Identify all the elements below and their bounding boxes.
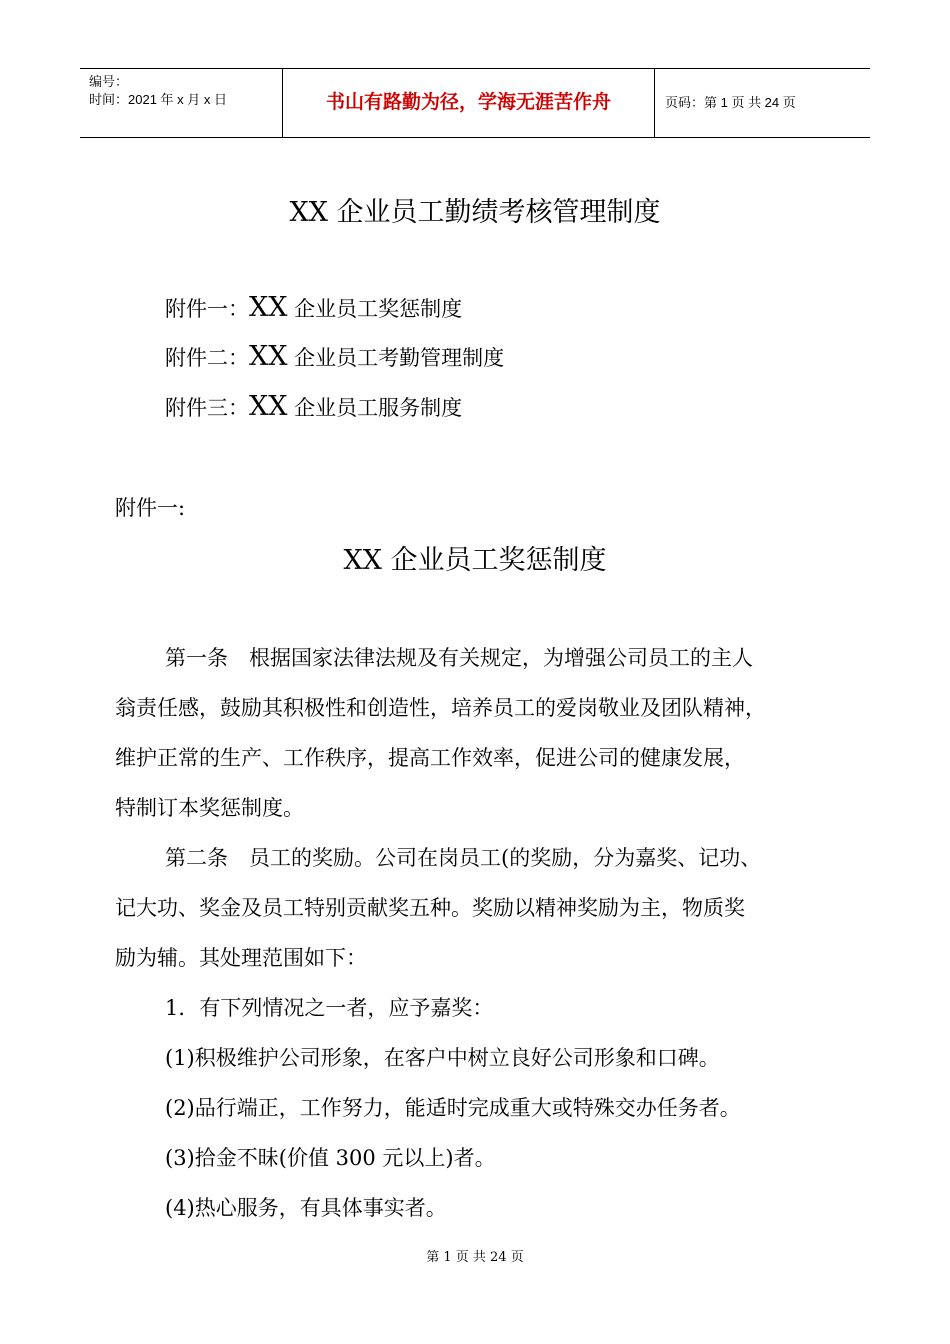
body-line: 翁责任感，鼓励其积极性和创造性，培养员工的爱岗敬业及团队精神，	[115, 696, 766, 720]
attachment-xx: XX	[249, 341, 288, 372]
attachment-item-1	[165, 292, 462, 323]
attachment-item-3	[165, 391, 462, 422]
body-line: 1．有下列情况之一者，应予嘉奖：	[165, 996, 494, 1020]
header-table	[80, 68, 870, 138]
header-meta-cell	[80, 69, 282, 137]
body-line: (2)品行端正，工作努力，能适时完成重大或特殊交办任务者。	[165, 1096, 741, 1120]
attachment-name: 企业员工服务制度	[287, 396, 463, 420]
body-line: (1)积极维护公司形象，在客户中树立良好公司形象和口碑。	[165, 1046, 720, 1070]
body-line: (4)热心服务，有具体事实者。	[165, 1196, 447, 1220]
attachment-prefix: 附件三：	[165, 396, 249, 420]
body-line: 维护正常的生产、工作秩序，提高工作效率，促进公司的健康发展，	[115, 746, 745, 770]
document-title: XX 企业员工勤绩考核管理制度	[289, 197, 661, 228]
body-line: 励为辅。其处理范围如下：	[115, 946, 367, 970]
body-line: (3)拾金不昧(价值 300 元以上)者。	[165, 1146, 496, 1170]
body-line: 记大功、奖金及员工特别贡献奖五种。奖励以精神奖励为主，物质奖	[115, 896, 745, 920]
time-label: 时间：2021 年 x 月 x 日	[89, 92, 227, 107]
attachment-xx: XX	[249, 292, 288, 323]
attachment-name: 企业员工考勤管理制度	[287, 346, 505, 370]
body-line: 第二条 员工的奖励。公司在岗员工(的奖励，分为嘉奖、记功、	[165, 846, 762, 870]
number-label: 编号：	[89, 74, 129, 89]
page-footer: 第 1 页 共 24 页	[426, 1250, 524, 1265]
attachment-prefix: 附件二：	[165, 346, 249, 370]
attachment-prefix: 附件一：	[165, 297, 249, 321]
section-title: XX 企业员工奖惩制度	[343, 545, 607, 576]
header-motto: 书山有路勤为径，学海无涯苦作舟	[282, 69, 655, 137]
header-page-info: 页码：第 1 页 共 24 页	[665, 95, 796, 110]
attachment-xx: XX	[249, 391, 288, 422]
attachment-name: 企业员工奖惩制度	[287, 297, 463, 321]
attachment-item-2	[165, 341, 504, 372]
body-line: 第一条 根据国家法律法规及有关规定，为增强公司员工的主人	[165, 646, 753, 670]
section-label: 附件一:	[115, 496, 186, 520]
body-line: 特制订本奖惩制度。	[115, 796, 304, 820]
